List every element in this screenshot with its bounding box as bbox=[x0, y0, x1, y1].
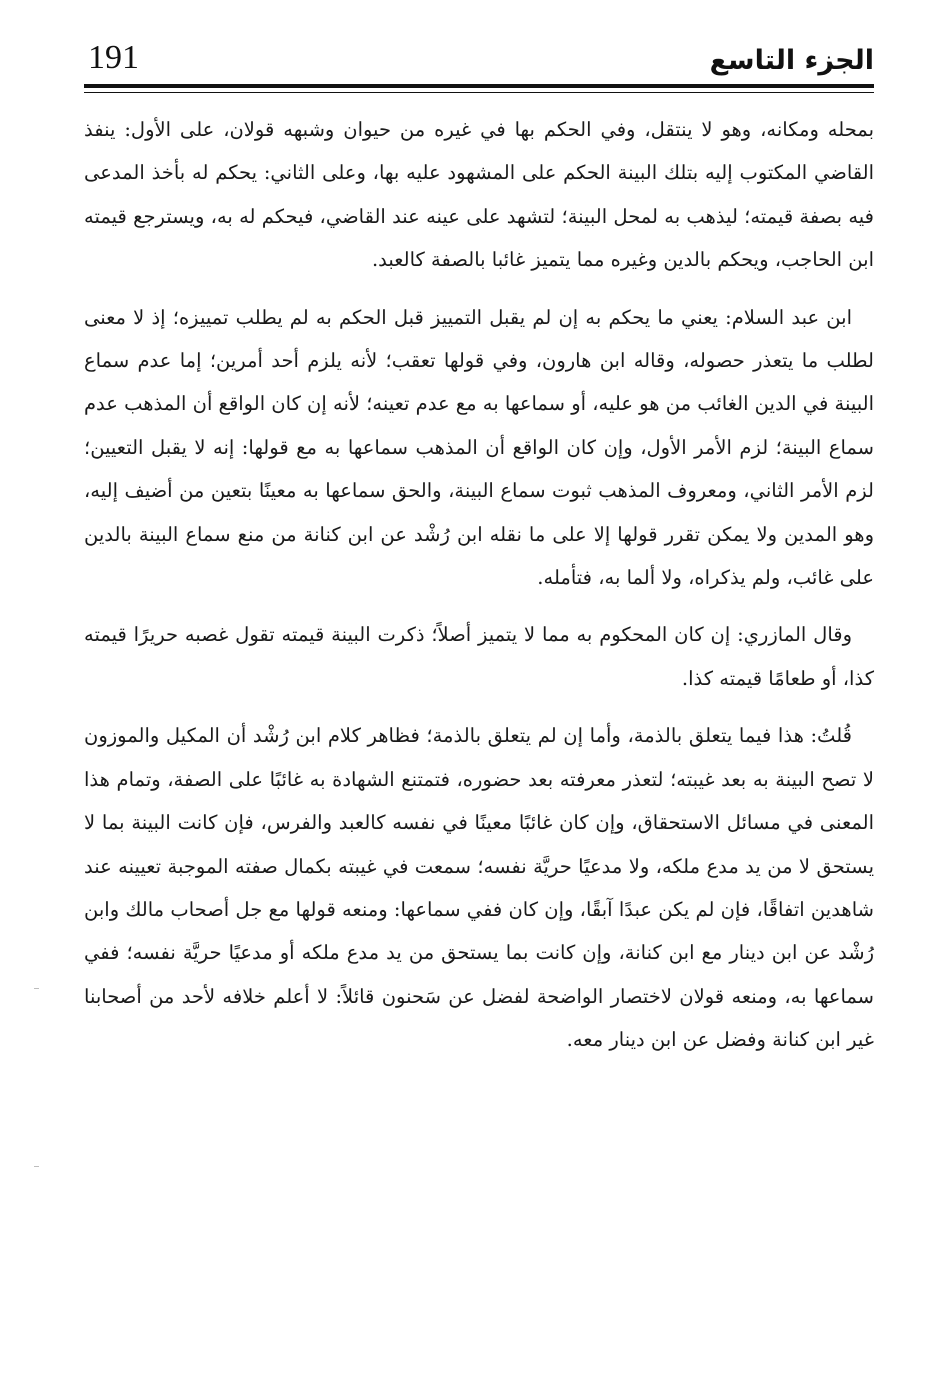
scan-margin-mark bbox=[34, 1166, 39, 1167]
paragraph: ابن عبد السلام: يعني ما يحكم به إن لم يقبل التمييز قبل الحكم به لم يطلب تمييزه؛ إذ لا معنى لطلب ما يتعذر حصوله، وقاله ابن هارون، وفي قولها تعقب؛ لأنه يلزم أحد أمرين؛ إما عدم سماع البينة في الدين الغائب من هو عليه، أو سماعها به مع عدم تعينه؛ لأنه إن كان الواقع أن المذهب عدم سماع البينة؛ لزم الأمر الأول، وإن كان الواقع أن المذهب سماعها به مع قولها: إنه لا يقبل التعيين؛ لزم الأمر الثاني، ومعروف المذهب ثبوت سماع البينة، والحق سماعها به معينًا بتعين من أضيف إليه، وهو المدين ولا يمكن تقرر قولها إلا على ما نقله ابن رُشْد عن ابن كنانة من منع سماع البينة بالدين على غائب، ولم يذكراه، ولا ألما به، فتأمله. bbox=[83, 305, 874, 590]
header-rule-thin bbox=[84, 92, 874, 93]
page-number: 191 bbox=[88, 39, 139, 76]
paragraph: قُلتُ: هذا فيما يتعلق بالذمة، وأما إن لم يتعلق بالذمة؛ فظاهر كلام ابن رُشْد أن المكيل والموزون لا تصح البينة به بعد غيبته؛ لتعذر معرفته بعد حضوره، فتمتنع الشهادة به غائبًا على الصفة، وتمام هذا المعنى في مسائل الاستحقاق، وإن كان غائبًا معينًا في نفسه كالعبد والفرس، فإن كانت البينة بما لا يستحق لا من يد مدع ملكه، ولا مدعيًا حريَّة نفسه؛ سمعت في غيبته بكمال صفته الموجبة تعيينه عند شاهدين اتفاقًا، فإن لم يكن عبدًا آبقًا، وإن كان ففي سماعها: ومنعه قولها مع جل أصحاب مالك وابن رُشْد عن ابن دينار مع ابن كنانة، وإن كانت بما يستحق من يد مدع ملكه أو مدعيًا حريَّة نفسه؛ ففي سماعها به، ومنعه قولان لاختصار الواضحة لفضل عن سَحنون قائلاً: لا أعلم خلافه لأحد من أصحابنا غير ابن كنانة وفضل عن ابن دينار معه. bbox=[84, 724, 874, 1052]
page-header bbox=[84, 30, 874, 86]
paragraph: وقال المازري: إن كان المحكوم به مما لا يتميز أصلاً؛ ذكرت البينة قيمته تقول غصبه حريرًا قيمته كذا، أو طعامًا قيمته كذا. bbox=[84, 623, 874, 690]
page bbox=[84, 30, 874, 1370]
header-rule-thick bbox=[84, 84, 874, 88]
running-title: الجزء التاسع bbox=[709, 45, 874, 76]
scan-margin-mark bbox=[34, 988, 39, 989]
page-body bbox=[84, 108, 874, 1076]
paragraph: بمحله ومكانه، وهو لا ينتقل، وفي الحكم بها في غيره من حيوان وشبهه قولان، على الأول: ينفذ القاضي المكتوب إليه بتلك البينة الحكم على المشهود عليه بها، وعلى الثاني: يحكم له بأخذ المدعى فيه بصفة قيمته؛ ليذهب به لمحل البينة؛ لتشهد على عينه عند القاضي، فيحكم له به، ويسترجع قيمته ابن الحاجب، ويحكم بالدين وغيره مما يتميز غائبا بالصفة كالعبد. bbox=[84, 118, 874, 272]
